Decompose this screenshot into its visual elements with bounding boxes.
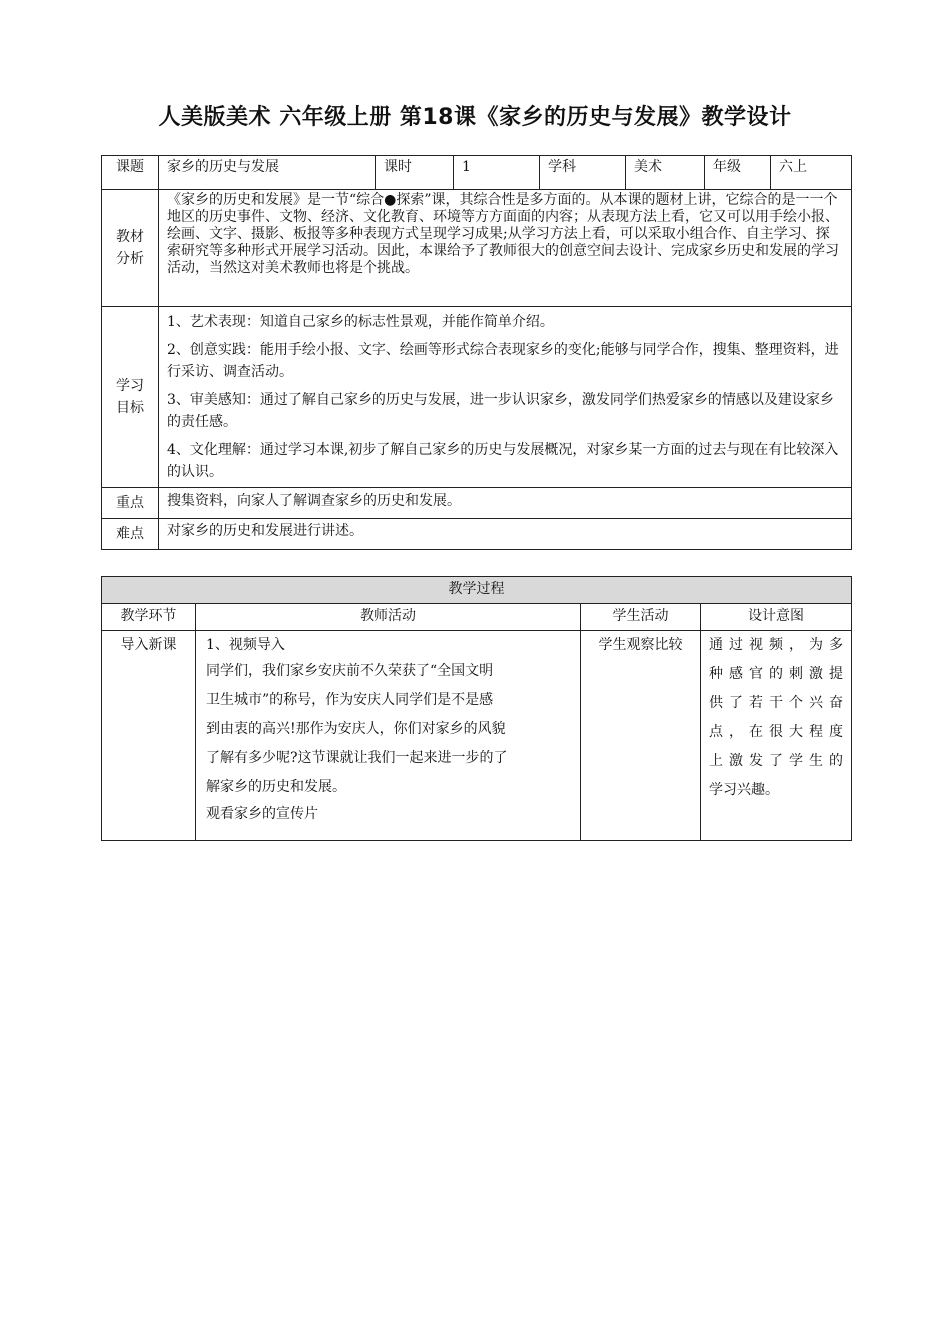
key-text: 搜集资料，向家人了解调查家乡的历史和发展。	[159, 488, 852, 519]
process-caption-row	[102, 577, 852, 604]
intent-line: 学习兴趣。	[709, 782, 779, 798]
key-row	[102, 488, 852, 519]
topic-label: 课题	[102, 156, 159, 190]
subject-value: 美术	[626, 156, 705, 190]
hours-value: 1	[454, 156, 540, 190]
difficulty-text: 对家乡的历史和发展进行讲述。	[159, 519, 852, 550]
goals-row	[102, 307, 852, 488]
lesson-info-table	[101, 155, 852, 550]
goals-cell	[159, 307, 852, 488]
teacher-line: 了解有多少呢?这节课就让我们一起来进一步的了	[206, 750, 508, 766]
goal-item: 3、审美感知：通过了解自己家乡的历史与发展，进一步认识家乡，激发同学们热爱家乡的情感以及建设家乡的责任感。	[167, 392, 834, 430]
intent-line: 种感官的刺激提	[709, 666, 843, 682]
grade-value: 六上	[771, 156, 852, 190]
difficulty-label: 难点	[102, 519, 159, 550]
goal-item: 2、创意实践：能用手绘小报、文字、绘画等形式综合表现家乡的变化;能够与同学合作，搜集、整理资料，进行采访、调查活动。	[167, 342, 839, 380]
process-header-row	[102, 604, 852, 631]
analysis-text: 《家乡的历史和发展》是一节“综合●探索”课，其综合性是多方面的。从本课的题材上讲，它综合的是一一个地区的历史事件、文物、经济、文化教育、环境等方方面面的内容；从表现方法上看，它又可以用手绘小报、绘画、文字、摄影、板报等多种表现方式呈现学习成果;从学习方法上看，可以采取小组合作、自主学习、探索研究等多种形式开展学习活动。因此，本课给予了教师很大的创意空间去设计、完成家乡历史和发展的学习活动，当然这对美术教师也将是个挑战。	[167, 192, 839, 276]
grade-label: 年级	[705, 156, 771, 190]
column-header: 教师活动	[196, 604, 581, 631]
intent-line: 供了若干个兴奋	[709, 695, 843, 711]
teaching-process-table	[101, 576, 852, 841]
key-label: 重点	[102, 488, 159, 519]
subject-label: 学科	[540, 156, 626, 190]
teacher-line: 观看家乡的宣传片	[206, 806, 318, 822]
teacher-line: 解家乡的历史和发展。	[206, 779, 346, 795]
hours-label: 课时	[376, 156, 454, 190]
info-header-row	[102, 156, 852, 190]
intent-line: 通过视频，为多	[709, 637, 843, 653]
goal-item: 4、文化理解：通过学习本课,初步了解自己家乡的历史与发展概况，对家乡某一方面的过去与现在有比较深入的认识。	[167, 442, 839, 480]
design-intent-cell	[701, 631, 852, 841]
analysis-label	[102, 190, 159, 307]
process-caption: 教学过程	[102, 577, 852, 604]
teacher-line: 卫生城市”的称号，作为安庆人同学们是不是感	[206, 692, 494, 708]
teacher-line: 同学们，我们家乡安庆前不久荣获了“全国文明	[206, 663, 494, 679]
column-header: 教学环节	[102, 604, 196, 631]
column-header: 设计意图	[701, 604, 852, 631]
student-activity-cell: 学生观察比较	[581, 631, 701, 841]
topic-value: 家乡的历史与发展	[159, 156, 376, 190]
teacher-line: 1、视频导入	[206, 637, 285, 653]
goal-item: 1、艺术表现：知道自己家乡的标志性景观，并能作简单介绍。	[167, 314, 554, 330]
difficulty-row	[102, 519, 852, 550]
intent-line: 上激发了学生的	[709, 753, 843, 769]
intent-line: 点，在很大程度	[709, 724, 843, 740]
analysis-cell	[159, 190, 852, 307]
analysis-label-text: 教材分析	[116, 229, 144, 267]
teacher-line: 到由衷的高兴!那作为安庆人，你们对家乡的风貌	[206, 721, 506, 737]
goals-label	[102, 307, 159, 488]
column-header: 学生活动	[581, 604, 701, 631]
process-row	[102, 631, 852, 841]
analysis-row	[102, 190, 852, 307]
page-title: 人美版美术 六年级上册 第18课《家乡的历史与发展》教学设计	[158, 105, 792, 130]
stage-cell: 导入新课	[102, 631, 196, 841]
goals-label-text: 学习目标	[116, 378, 144, 416]
teacher-activity-cell	[196, 631, 581, 841]
